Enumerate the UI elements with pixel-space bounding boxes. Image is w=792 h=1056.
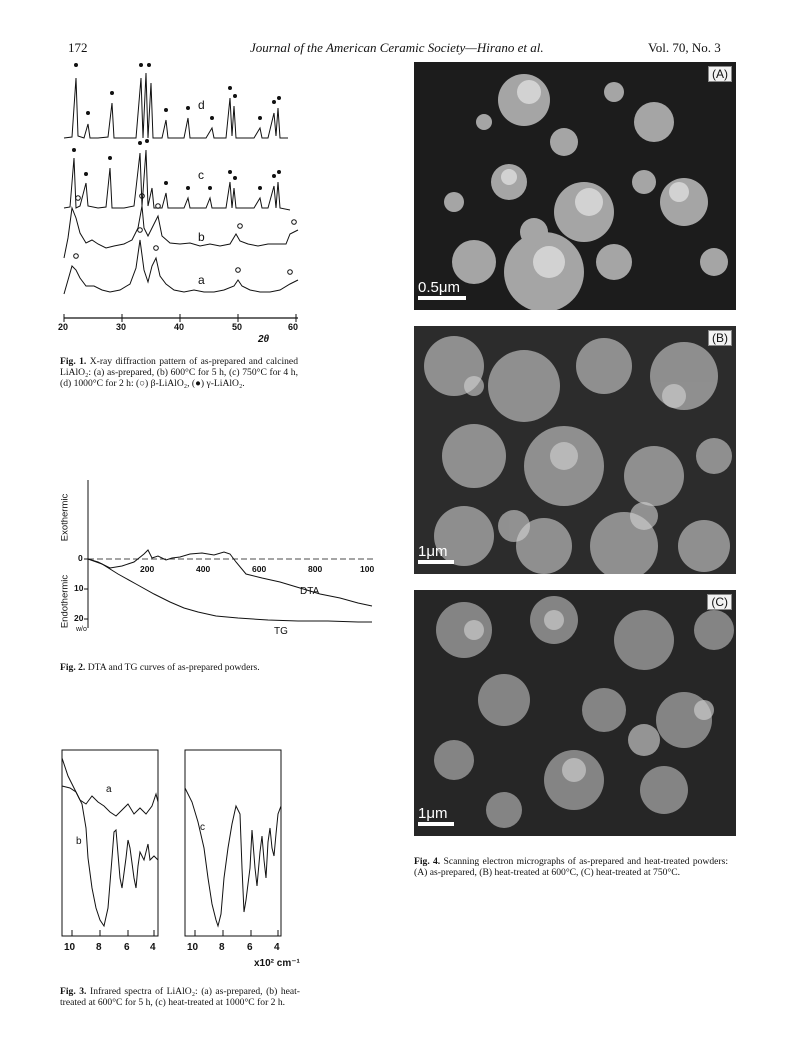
gamma-markers: [72, 63, 281, 190]
x-tick-right-4: 4: [274, 942, 280, 953]
x-tick-200: 200: [140, 564, 155, 574]
x-tick-50: 50: [232, 322, 243, 332]
figure-3-caption: [60, 986, 300, 1008]
x-tick-right-10: 10: [187, 942, 199, 953]
x-axis-unit: x10² cm⁻¹: [254, 958, 300, 969]
figure-4-caption: [414, 856, 728, 878]
x-tick-left-6: 6: [124, 942, 130, 953]
caption-lead: Fig. 1.: [60, 356, 87, 367]
x-tick-left-8: 8: [96, 942, 102, 953]
sem-texture-a: [414, 62, 736, 310]
sem-panel-a: [414, 62, 736, 310]
volume-issue: Vol. 70, No. 3: [648, 40, 721, 55]
panel-tag-b: (B): [708, 330, 732, 346]
y-tick-10: 10: [74, 583, 84, 593]
scale-bar-line-c: [418, 822, 454, 826]
scale-bar-c: [418, 806, 454, 826]
caption-text: Scanning electron micrographs of as-prepared and heat-treated powders: (A) as-prepared, (B) heat-treated at 600°C, (C) heat-treated at 750°C.: [414, 856, 728, 878]
figure-1-caption: [60, 356, 298, 389]
curve-label-a: a: [198, 273, 205, 287]
dta-tg-plot: [58, 478, 378, 648]
curve-label-c: c: [198, 168, 204, 182]
caption-text: Infrared spectra of LiAlO₂: (a) as-prepared, (b) heat-treated at 600°C for 5 h, (c) heat-treated at 1000°C for 2 h.: [60, 986, 300, 1008]
x-tick-600: 600: [252, 564, 267, 574]
panel-tag-a: (A): [708, 66, 732, 82]
x-tick-800: 800: [308, 564, 323, 574]
figure-3-ir: [58, 748, 318, 974]
y-label-endothermic-wrap: [57, 570, 73, 640]
ir-plot: [58, 748, 318, 974]
running-title: Journal of the American Ceramic Society—Hirano et al.: [250, 40, 544, 55]
x-tick-right-6: 6: [247, 942, 253, 953]
curve-label-b: b: [198, 230, 205, 244]
figure-1-xrd: [58, 58, 308, 348]
caption-lead: Fig. 2.: [60, 662, 86, 673]
xrd-plot: [58, 58, 308, 348]
sem-panel-c: [414, 590, 736, 836]
curve-label-b: b: [76, 836, 82, 847]
curve-label-d: d: [198, 98, 205, 112]
y-label-endothermic: Endothermic: [59, 574, 71, 629]
caption-lead: Fig. 3.: [60, 986, 87, 997]
page-number: 172: [68, 40, 88, 55]
sem-texture-b: [414, 326, 736, 574]
y-unit: w/o: [76, 626, 87, 633]
curve-label-dta: DTA: [300, 586, 320, 597]
scale-label-a: 0.5μm: [418, 279, 460, 296]
x-tick-100: 100: [360, 564, 375, 574]
x-tick-60: 60: [288, 322, 299, 332]
x-tick-40: 40: [174, 322, 185, 332]
sem-texture-c: [414, 590, 736, 836]
scale-bar-line-b: [418, 560, 454, 564]
x-axis-label: 2θ: [258, 334, 270, 345]
y-tick-20: 20: [74, 613, 84, 623]
y-label-exothermic: Exothermic: [59, 493, 71, 542]
scale-bar-a: [418, 280, 466, 300]
x-tick-30: 30: [116, 322, 127, 332]
x-tick-right-8: 8: [219, 942, 225, 953]
curve-label-c: c: [200, 822, 205, 833]
y-tick-0: 0: [78, 553, 83, 563]
x-tick-400: 400: [196, 564, 211, 574]
x-tick-left-10: 10: [64, 942, 76, 953]
caption-lead: Fig. 4.: [414, 856, 441, 867]
figure-2-caption: [60, 662, 360, 673]
x-tick-20: 20: [58, 322, 69, 332]
figure-2-dta-tg: [58, 478, 378, 648]
caption-text: X-ray diffraction pattern of as-prepared and calcined LiAlO₂: (a) as-prepared, (b) 600°C for 5 h, (c) 750°C for 4 h, (d) 1000°C for 2 h: (○) β-LiAlO₂, (●) γ-LiAlO₂.: [60, 356, 298, 389]
panel-tag-c: (C): [707, 594, 732, 610]
scale-label-c: 1μm: [418, 805, 448, 822]
curve-label-a: a: [106, 784, 112, 795]
sem-panel-b: [414, 326, 736, 574]
scale-bar-b: [418, 544, 454, 564]
scale-label-b: 1μm: [418, 543, 448, 560]
y-label-exothermic-wrap: [57, 486, 73, 556]
scale-bar-line-a: [418, 296, 466, 300]
x-tick-left-4: 4: [150, 942, 156, 953]
caption-text: DTA and TG curves of as-prepared powders.: [87, 662, 260, 673]
curve-label-tg: TG: [274, 626, 288, 637]
